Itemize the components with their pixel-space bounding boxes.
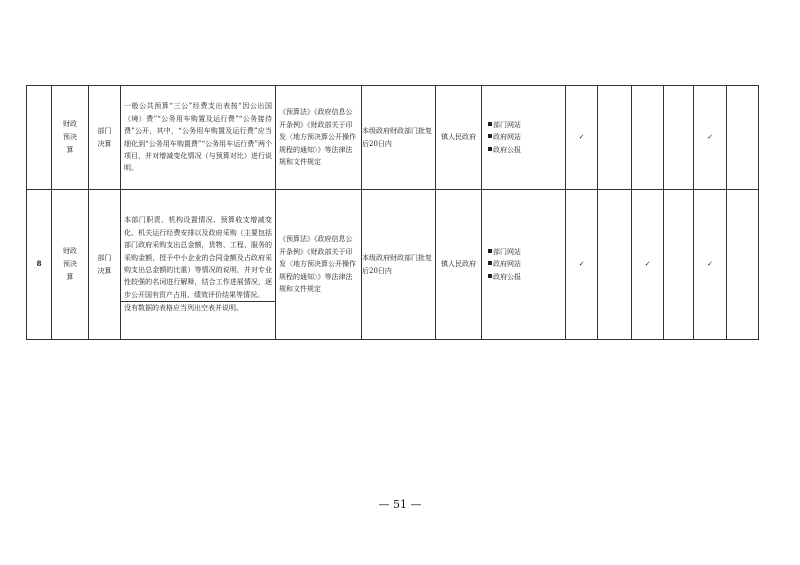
square-bullet-icon [488,134,492,138]
square-bullet-icon [488,122,492,126]
content-note: 没有数据的表格应当列出空表并说明。 [121,301,275,314]
channel-item: 政府网站 [488,258,565,270]
table-row [27,190,759,340]
check-cell: ✓ [632,190,664,340]
check-cell [664,190,694,340]
check-cell [598,86,632,190]
content-cell [121,86,276,190]
channels-cell [482,86,566,190]
square-bullet-icon [488,249,492,253]
item-text: 部门 决算 [97,253,112,275]
channel-item: 政府公报 [488,271,565,283]
basis-cell: 《预算法》《政府信息公开条例》《财政部关于印发〈地方预决算公开操作规程的通知〉》等法律法规和文件规定 [276,86,362,190]
check-cell [632,86,664,190]
square-bullet-icon [488,261,492,265]
item-cell [89,190,121,340]
check-cell [598,190,632,340]
subject-cell [436,190,482,340]
square-bullet-icon [488,147,492,151]
category-cell [52,190,89,340]
content-text: 本部门职责、机构设置情况、预算收支增减变化、机关运行经费安排以及政府采购（主要包括部门政府采购支出总金额，货物、工程、服务的采购金额，授予中小企业的合同金额及占政府采购支出总金额的比重）等情况的说明，并对专业性较强的名词进行解释，结合工作进展情况，逐步公开国有资产占用、绩效评价结果等情况。 [124,216,272,299]
check-cell: ✓ [694,190,727,340]
time-limit-text: 本级政府财政部门批复后20日内 [362,127,432,148]
check-cell: ✓ [566,190,598,340]
time-limit-cell [362,86,436,190]
row-number-cell: 8 [27,190,52,340]
table-row [27,86,759,190]
check-cell [664,86,694,190]
channel-item: 部门网站 [488,119,565,131]
content-cell [121,190,276,340]
check-cell [727,190,759,340]
category-cell [52,86,89,190]
item-text: 部门 决算 [97,126,112,148]
basis-cell: 《预算法》《政府信息公开条例》《财政部关于印发〈地方预决算公开操作规程的通知〉》等法律法规和文件规定 [276,190,362,340]
subject-cell [436,86,482,190]
item-cell [89,86,121,190]
page-number: — 51 — [378,498,422,511]
channel-item: 政府公报 [488,144,565,156]
channel-item: 部门网站 [488,246,565,258]
category-text: 财政 预决 算 [63,120,77,154]
check-cell [727,86,759,190]
row-number-cell [27,86,52,190]
time-limit-text: 本级政府财政部门批复后20日内 [362,254,432,275]
category-text: 财政 预决 算 [63,247,77,281]
channel-item: 政府网站 [488,131,565,143]
channels-cell [482,190,566,340]
content-text: 一般公共预算“三公”经费支出表按“因公出国（境）费”“公务用车购置及运行费”“公务接待费”公开，其中，“公务用车购置及运行费”应当细化到“公务用车购置费”“公务用车运行费”两个项目，并对增减变化情况（与预算对比）进行说明。 [124,102,272,173]
check-cell: ✓ [694,86,727,190]
subject-text: 镇人民政府 [441,260,476,269]
time-limit-cell [362,190,436,340]
subject-text: 镇人民政府 [441,133,476,142]
disclosure-table [26,85,759,340]
check-cell: ✓ [566,86,598,190]
square-bullet-icon [488,274,492,278]
